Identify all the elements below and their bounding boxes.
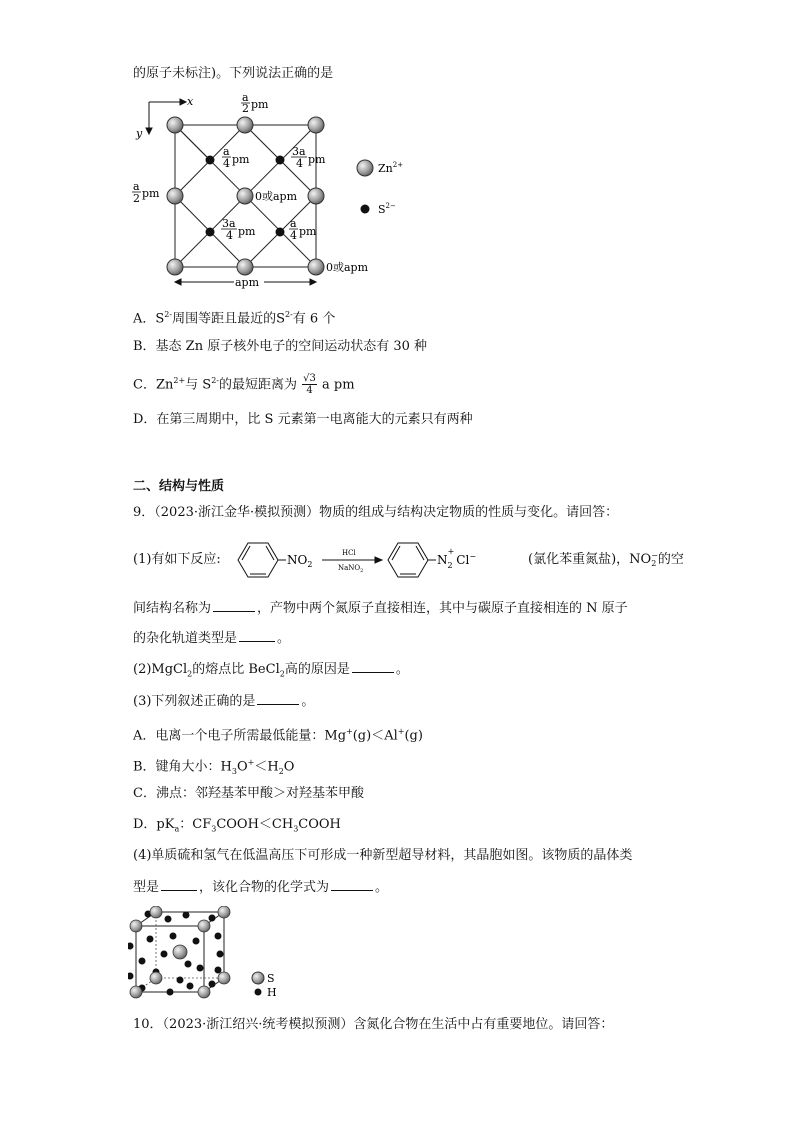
diazonium-group	[437, 547, 476, 570]
q9-part4-line1-text: (4)单质硫和氢气在低温高压下可形成一种新型超导材料，其晶胞如图。该物质的晶体类	[133, 848, 633, 863]
section-heading	[133, 478, 224, 496]
nitro-sub: 2	[307, 560, 313, 569]
chloride: Cl	[456, 553, 470, 567]
legend-zn-atom	[357, 160, 373, 176]
label-ll-num: 3a	[222, 217, 236, 230]
q9-option-a-part3: (g)	[404, 728, 423, 744]
q8-option-b-text: B．基态 Zn 原子核外电子的空间运动状态有 30 种	[133, 339, 428, 354]
reaction-arrow	[322, 557, 382, 563]
diazonium-n: N	[437, 553, 448, 567]
label-top-unit: pm	[251, 98, 269, 111]
label-lower-right	[289, 217, 317, 242]
q8-option-a-part2: 周围等距且最近的S	[172, 311, 285, 327]
label-lr-den: 4	[290, 229, 297, 242]
q8-option-c-sup1: 2+	[173, 376, 186, 385]
q9-part3	[133, 692, 314, 711]
q10-stem	[133, 1016, 613, 1034]
q9-part2-sub2: 2	[279, 669, 285, 679]
q8-option-a	[133, 306, 335, 328]
q9-stem	[133, 504, 618, 522]
q8-option-b	[133, 338, 427, 356]
label-upper-right	[291, 145, 326, 170]
q9-part1-after-text: (氯化苯重氮盐)，NO	[528, 552, 652, 567]
q8-option-c	[133, 372, 355, 396]
legend-s-atom-cell	[252, 972, 264, 984]
q8-option-c-den: 4	[306, 385, 313, 397]
nitro-group	[287, 553, 312, 569]
q9-part2a: (2)MgCl	[133, 662, 188, 677]
nitro-text: NO	[287, 553, 308, 567]
answer-blank-formula[interactable]	[331, 878, 373, 891]
answer-blank-choice[interactable]	[257, 692, 299, 705]
q9-option-b-part1: B．键角大小：H	[133, 759, 232, 775]
label-ul-den: 4	[223, 157, 230, 170]
benzene-ring-product	[388, 543, 436, 577]
q8-option-a-part1: A．S	[133, 311, 165, 327]
legend-s-label	[378, 202, 396, 216]
answer-blank-crystal-type[interactable]	[161, 878, 197, 891]
q9-part1-tail: 的空	[657, 552, 684, 567]
q9-option-b	[133, 754, 294, 781]
q9-option-d-sub: a	[174, 824, 180, 834]
q8-intro-text: 的原子未标注)。下列说法正确的是	[133, 66, 334, 81]
q9-option-a-part2: (g)＜Al	[352, 728, 398, 744]
legend-h-text: H	[267, 986, 277, 999]
label-left-num: a	[133, 180, 140, 193]
label-lower-left	[221, 217, 256, 242]
q9-option-d-part2: ：CF	[179, 817, 212, 832]
label-ur-unit: pm	[308, 153, 326, 166]
q9-part1-after	[528, 551, 684, 569]
axis-y-label: y	[136, 127, 143, 140]
q8-option-a-sup2: 2-	[285, 310, 293, 319]
q9-option-a-sup1: +	[346, 727, 353, 736]
q9-option-a-sup2: +	[397, 727, 405, 736]
section-heading-text: 二、结构与性质	[133, 479, 225, 494]
zns-lattice-diagram	[130, 92, 410, 302]
q9-option-c	[133, 785, 364, 803]
q9-part1-line3b: 。	[277, 631, 291, 646]
q9-part1-after-sup: −	[651, 550, 658, 560]
label-ul-unit: pm	[232, 153, 250, 166]
chloride-sup: −	[469, 552, 477, 561]
label-left	[132, 180, 160, 205]
arrow-reagent-bottom	[338, 564, 363, 574]
label-lr-unit: pm	[299, 225, 317, 238]
q9-part4-line2	[133, 878, 388, 897]
legend-h-atom	[255, 989, 262, 996]
legend-s-atom	[361, 205, 370, 214]
label-corner: 0或apm	[326, 261, 369, 274]
q9-option-d-part4: COOH	[298, 817, 341, 832]
label-ur-den: 4	[296, 157, 303, 170]
reaction-scheme	[228, 536, 528, 586]
arrow-reagent-bottom-sub: 2	[360, 568, 364, 574]
q9-part1-line2a: 间结构名称为	[133, 601, 212, 616]
q9-option-b-sub1: 3	[231, 766, 237, 776]
q9-part2b: 的熔点比 BeCl	[192, 662, 280, 677]
legend-s-sup: 2−	[385, 202, 396, 210]
q9-part3b: 。	[301, 694, 315, 709]
q8-option-c-part4: a pm	[322, 377, 355, 393]
q9-part1-lead-text: (1)有如下反应:	[133, 552, 221, 567]
label-top-num: a	[242, 92, 249, 104]
legend-zn-label	[378, 161, 403, 175]
q9-option-a-part1: A．电离一个电子所需最低能量：Mg	[133, 728, 347, 744]
q9-option-d-sub3: 3	[293, 824, 299, 834]
q8-intro	[133, 65, 333, 83]
q9-option-b-sub2: 2	[278, 766, 284, 776]
arrow-reagent-bottom-text: NaNO	[338, 564, 361, 572]
q9-part1-after-sub: 2	[651, 558, 657, 568]
legend-s-text: S	[378, 203, 386, 216]
q9-option-b-part3: ＜H	[254, 759, 279, 775]
q10-stem-text: 10．（2023·浙江绍兴·统考模拟预测）含氮化合物在生活中占有重要地位。请回答：	[133, 1017, 614, 1032]
arrow-reagent-top: HCl	[342, 549, 356, 557]
q9-part1-line2b: ，产物中两个氮原子直接相连，其中与碳原子直接相连的 N 原子	[257, 601, 628, 616]
q9-option-b-part2: O	[236, 759, 248, 775]
q8-option-c-fraction	[302, 373, 317, 396]
axis-x-label: x	[187, 95, 194, 108]
q9-part1-lead	[133, 551, 221, 569]
q9-part2c: 高的原因是	[284, 662, 350, 677]
label-ll-den: 4	[226, 229, 233, 242]
benzene-ring-reactant	[238, 543, 286, 577]
q9-option-c-text: C．沸点：邻羟基苯甲酸＞对羟基苯甲酸	[133, 786, 364, 801]
q8-option-c-part3: 的最短距离为	[219, 377, 298, 393]
q9-part3a: (3)下列叙述正确的是	[133, 694, 256, 709]
label-ul-num: a	[223, 145, 230, 158]
label-upper-left	[222, 145, 250, 170]
label-ur-num: 3a	[292, 145, 306, 158]
q9-option-a	[133, 723, 423, 745]
diazonium-sub: 2	[447, 561, 453, 570]
q9-part2-sub1: 2	[187, 669, 193, 679]
q9-option-d-sub2: 3	[211, 824, 217, 834]
label-lr-num: a	[290, 217, 297, 230]
label-top	[241, 92, 269, 115]
q9-option-d	[133, 816, 341, 839]
answer-blank-hybridization[interactable]	[239, 629, 275, 642]
answer-blank-structure[interactable]	[213, 599, 255, 612]
q9-part4-line2a: 型是	[133, 880, 160, 895]
q9-part2	[133, 660, 409, 684]
answer-blank-melting-point[interactable]	[352, 660, 394, 673]
legend-zn-text: Zn	[378, 162, 393, 175]
q8-option-c-sup2: 2-	[211, 376, 219, 385]
legend-zn-sup: 2+	[392, 161, 404, 169]
label-left-unit: pm	[142, 187, 160, 200]
q8-option-c-part2: 与 S	[185, 377, 212, 393]
label-top-den: 2	[242, 102, 249, 115]
label-bottom: apm	[235, 276, 260, 289]
legend-s-text-cell: S	[267, 972, 275, 985]
q8-option-a-sup1: 2-	[164, 310, 173, 319]
q8-option-c-num: √3	[303, 373, 316, 385]
label-left-den: 2	[133, 192, 140, 205]
label-ll-unit: pm	[238, 225, 256, 238]
q9-part2d: 。	[395, 662, 409, 677]
q8-option-a-part3: 有 6 个	[292, 311, 336, 327]
label-center: 0或apm	[255, 190, 298, 203]
q9-part4-line2b: ，该化合物的化学式为	[199, 880, 330, 895]
q9-option-b-part4: O	[283, 759, 295, 775]
q8-option-c-part1: C．Zn	[133, 377, 174, 393]
q9-option-d-part3: COOH＜CH	[216, 817, 294, 832]
q9-part1-line2	[133, 599, 628, 618]
unit-cell-diagram	[128, 906, 288, 1002]
q9-option-b-sup: +	[247, 758, 255, 767]
q9-part4-line1	[133, 847, 632, 865]
q9-part1-line3a: 的杂化轨道类型是	[133, 631, 238, 646]
q9-part4-line2c: 。	[375, 880, 389, 895]
q8-option-d-text: D．在第三周期中，比 S 元素第一电离能大的元素只有两种	[133, 412, 473, 427]
q9-stem-text: 9．（2023·浙江金华·模拟预测）物质的组成与结构决定物质的性质与变化。请回答：	[133, 505, 619, 520]
q8-option-d	[133, 411, 473, 429]
diazonium-sup: +	[447, 547, 455, 556]
q9-option-d-part1: D．pK	[133, 817, 175, 832]
q9-part1-line3	[133, 629, 290, 648]
